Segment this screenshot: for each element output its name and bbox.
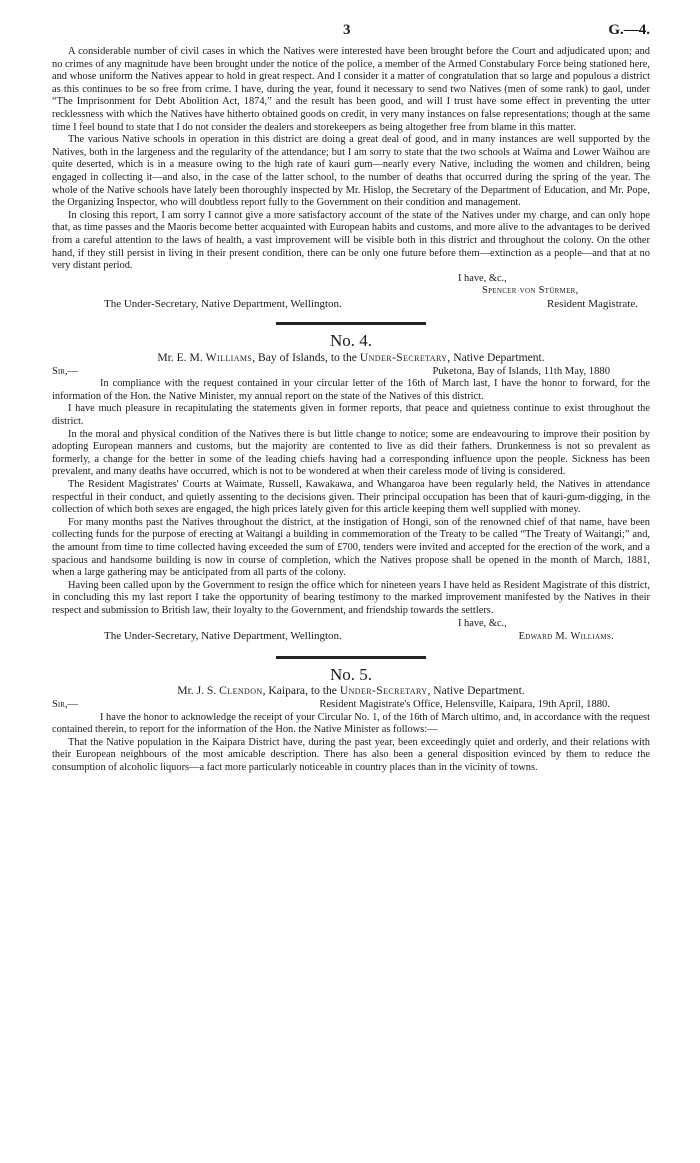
salutation: Sir,— [52,365,79,377]
paragraph: The Resident Magistrates' Courts at Waimate, Russell, Kawakawa, and Whangaroa have been regularly held, the Natives in attendance respectful in their conduct, and quietly assenting to the decisions given. Their principal occupation has been that of kauri-gum-digging, in the collection of which both sexes are engaged, the high prices lately given for this article keeping them well supplied with money. [52,479,650,516]
addressee: The Under-Secretary, Native Department, Wellington. [104,297,342,310]
closing: I have, &c., [458,272,507,284]
salutation-line [52,699,650,712]
section-divider [276,656,426,659]
page-number: 3 [343,22,351,38]
letter-heading: Mr. J. S. Clendon, Kaipara, to the Under-Secretary, Native Department. [177,684,525,698]
signatory-name: Edward M. Williams. [518,631,614,643]
signature-line [52,630,650,644]
signatory-name: Spencer von Stürmer, [482,285,579,297]
salutation: Sir,— [52,698,79,710]
paragraph: In compliance with the request contained in your circular letter of the 16th of March last, I have the honor to forward, for the information of the Hon. the Native Minister, my annual report on the state of the Natives of this district. [52,378,650,402]
paragraph: The various Native schools in operation in this district are doing a great deal of good, and in many instances are well supported by the Natives, both in the largeness and the regularity of the attendance; but I am sorry to state that the two schools at Waima and Lower Waihou are quite deserted, which is in a measure owing to the high rate of kauri gum—nearly every Native, including the women and children, being engaged in collecting it—and also, in the case of the latter school, to the number of deaths that occurred during the spring of the year. The whole of the Native schools have lately been thoroughly inspected by Mr. Hislop, the Secretary of the Department of Education, and Mr. Pope, the Organizing Inspector, who will doubtless report fully to the Government on their condition and management. [52,134,650,209]
recipient-office: Under-Secretary [359,351,448,365]
signatory-title: Resident Magistrate. [546,297,638,310]
section-number: No. 5. [329,664,373,684]
paragraph: A considerable number of civil cases in which the Natives were interested have been brought before the Court and adjudicated upon; and no crimes of any magnitude have been brought under the notice of the police, a member of the Armed Constabulary Force being stationed here, and whose uniform the Natives appear to hold in great respect. And I consider it a matter of congratulation that so large and populous a district as this continues to be so free from crime. I have, during the year, found it necessary to send two Natives (men of some rank) to gaol, under “The Imprisonment for Debt Abolition Act, 1874,” and the result has been good, and will I trust have some effect in preventing the utter recklessness with which the Natives have hitherto obtained goods on credit, in very many instances on false representations; though at the same time I feel bound to state that I do not consider the dealers and storekeepers as being altogether free from blame in this matter. [52,46,650,133]
paragraph: In the moral and physical condition of the Natives there is but little change to notice; some are endeavouring to improve their position by adopting European manners and customs, but the majority are contented to live as did their fathers. Drunkenness is not so prevalent as formerly, a change for the better in some of the leading chiefs having had a corresponding influence upon the people. Sickness has been prevalent, and many deaths have occurred, which is not to be wondered at when their careless mode of living is considered. [52,428,650,478]
signature-line [52,298,650,311]
paragraph: I have much pleasure in recapitulating the statements given in former reports, that peace and quietness continue to exist throughout the district. [52,403,650,428]
closing: I have, &c., [458,617,507,629]
paragraph: For many months past the Natives throughout the district, at the instigation of Hongi, son of the renowned chief of that name, have been collecting funds for the purpose of erecting at Waitangi a building in commemoration of the Treaty to be called “The Treaty of Waitangi;” and, the amount from time to time collected having exceeded the sum of £700, tenders were invited and accepted for the erection of the work, and a spacious and handsome building is now in course of completion, which the Natives propose shall be opened in the month of March, 1881, when a large gathering may be anticipated from all parts of the colony. [52,516,650,579]
sender-name: Clendon [219,684,263,698]
paragraph: Having been called upon by the Government to resign the office which for nineteen years I have held as Resident Magistrate of this district, in concluding this my last report I take the opportunity of bearing testimony to the marked improvement manifested by the Natives in their respect and submission to British law, their loyalty to the Government, and friendship towards the settlers. [52,579,650,616]
salutation-line [52,366,650,379]
recipient-office: Under-Secretary [339,684,428,698]
letter-heading: Mr. E. M. Williams, Bay of Islands, to the Under-Secretary, Native Department. [157,351,545,365]
section-number: No. 4. [329,331,373,351]
place-date: Resident Magistrate's Office, Helensville, Kaipara, 19th April, 1880. [319,698,610,710]
paragraph: That the Native population in the Kaipara District have, during the past year, been exceedingly quiet and orderly, and their relations with their European neighbours of the most amicable description. There has also been a general disposition evinced by them to reduce the consumption of alcoholic liquors—a fact more particularly noticeable in country places than in the vicinity of towns. [52,736,650,773]
addressee: The Under-Secretary, Native Department, Wellington. [104,630,342,643]
sender-name: Williams [205,351,253,365]
paragraph: In closing this report, I am sorry I cannot give a more satisfactory account of the state of the Natives under my charge, and can only hope that, as time passes and the Maoris become better acquainted with European habits and customs, and more alive to the advantages to be derived from a careful attention to the laws of health, a vast improvement will be visible both in this district and throughout the colony. On the other hand, if they still persist in living in their present condition, there can be only one future before them—extinction as a people—and that at no very distant period. [52,209,650,272]
section-divider [276,322,426,325]
place-date: Puketona, Bay of Islands, 11th May, 1880 [432,365,610,377]
document-reference: G.—4. [608,22,650,38]
paragraph: I have the honor to acknowledge the receipt of your Circular No. 1, of the 16th of March ultimo, and, in accordance with the request contained therein, to report for the information of the Hon. the Native Minister as follows:— [52,711,650,736]
page-body [52,46,650,774]
